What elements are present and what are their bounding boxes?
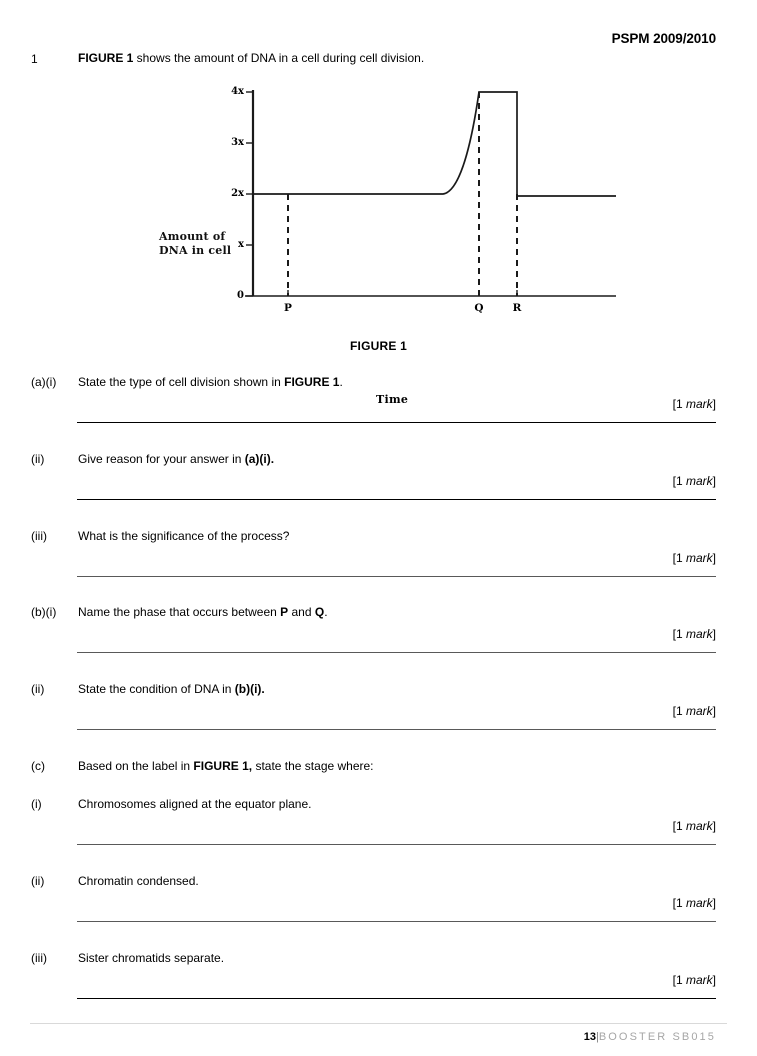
question-stem-rest: shows the amount of DNA in a cell during cell division. xyxy=(133,51,425,65)
mark-allocation-word: mark xyxy=(685,551,713,565)
question-item-label: (a)(i) xyxy=(31,375,57,389)
footer-page-number: 13 xyxy=(583,1031,596,1043)
mark-allocation xyxy=(673,627,716,641)
question-item-text-part: State the type of cell division shown in xyxy=(78,375,285,389)
answer-line[interactable] xyxy=(77,576,716,577)
question-item-text xyxy=(78,605,328,619)
mark-allocation-count: [1 xyxy=(672,973,686,987)
mark-allocation xyxy=(673,973,716,987)
question-item-label: (ii) xyxy=(31,874,45,888)
question-item-text-part: FIGURE 1 xyxy=(284,375,340,389)
chart-ylabel-x: x xyxy=(238,239,244,250)
question-item-text xyxy=(78,529,289,543)
mark-allocation-bracket: ] xyxy=(712,551,716,565)
mark-allocation-word: mark xyxy=(685,973,713,987)
question-item-text-part: Name the phase that occurs between xyxy=(78,605,281,619)
mark-allocation-word: mark xyxy=(685,627,713,641)
mark-allocation-word: mark xyxy=(685,819,713,833)
question-item-text-part: (b)(i). xyxy=(234,682,265,696)
chart-x-axis-label: Time xyxy=(376,393,409,406)
exam-header-code: PSPM 2009/2010 xyxy=(611,31,716,46)
mark-allocation-count: [1 xyxy=(672,704,686,718)
question-item-text-part: Q xyxy=(314,605,325,619)
question-item-text xyxy=(78,874,199,888)
mark-allocation-word: mark xyxy=(685,896,713,910)
question-item-text-part: Give reason for your answer in xyxy=(78,452,245,466)
answer-line[interactable] xyxy=(77,998,716,999)
mark-allocation-count: [1 xyxy=(672,397,686,411)
question-item-label: (iii) xyxy=(31,951,47,965)
question-stem-figure-ref: FIGURE 1 xyxy=(78,51,134,65)
mark-allocation-count: [1 xyxy=(672,474,686,488)
mark-allocation-bracket: ] xyxy=(712,627,716,641)
footer-book-title: BOOSTER SB015 xyxy=(598,1031,716,1043)
answer-line[interactable] xyxy=(77,422,716,423)
question-item-text-part: state the stage where: xyxy=(252,759,374,773)
chart-ylabel-4x: 4x xyxy=(231,86,244,97)
question-item-text xyxy=(78,452,274,466)
mark-allocation-count: [1 xyxy=(672,819,686,833)
mark-allocation-count: [1 xyxy=(672,551,686,565)
question-item-label: (iii) xyxy=(31,529,47,543)
mark-allocation-word: mark xyxy=(685,397,713,411)
mark-allocation-bracket: ] xyxy=(712,896,716,910)
mark-allocation-bracket: ] xyxy=(712,704,716,718)
footer-divider xyxy=(30,1023,727,1024)
question-item-text-part: . xyxy=(324,605,328,619)
mark-allocation-word: mark xyxy=(685,704,713,718)
mark-allocation xyxy=(673,896,716,910)
question-item-label: (ii) xyxy=(31,452,45,466)
chart-point-label-q: Q xyxy=(474,302,484,314)
question-item-text-part: . xyxy=(339,375,343,389)
mark-allocation xyxy=(673,397,716,411)
question-item-text-part: What is the significance of the process? xyxy=(78,529,290,543)
chart-point-label-r: R xyxy=(512,302,522,314)
question-item-label: (i) xyxy=(31,797,42,811)
mark-allocation xyxy=(673,474,716,488)
question-item-label: (c) xyxy=(31,759,45,773)
chart-ylabel-0: 0 xyxy=(237,290,244,301)
question-stem xyxy=(78,51,424,65)
mark-allocation-bracket: ] xyxy=(712,474,716,488)
mark-allocation-bracket: ] xyxy=(712,973,716,987)
question-item-text-part: Chromatin condensed. xyxy=(78,874,199,888)
chart-y-axis-label-line2: DNA in cell xyxy=(159,243,232,257)
question-item-text-part: and xyxy=(288,605,315,619)
answer-line[interactable] xyxy=(77,921,716,922)
mark-allocation-count: [1 xyxy=(672,896,686,910)
question-item-text-part: Chromosomes aligned at the equator plane. xyxy=(78,797,312,811)
mark-allocation-word: mark xyxy=(685,474,713,488)
question-item-text-part: (a)(i). xyxy=(244,452,275,466)
mark-allocation-count: [1 xyxy=(672,627,686,641)
footer xyxy=(584,1031,716,1043)
question-item-text-part: FIGURE 1, xyxy=(193,759,253,773)
question-number: 1 xyxy=(31,52,38,66)
figure-1-caption: FIGURE 1 xyxy=(350,339,407,353)
question-item-text-part: Sister chromatids separate. xyxy=(78,951,225,965)
footer-separator: | xyxy=(595,1031,599,1043)
chart-dna-curve xyxy=(253,92,616,196)
question-item-text xyxy=(78,951,224,965)
answer-line[interactable] xyxy=(77,844,716,845)
question-item-text xyxy=(78,375,343,389)
mark-allocation xyxy=(673,819,716,833)
chart-y-axis-label xyxy=(159,230,231,257)
question-item-text-part: Based on the label in xyxy=(78,759,194,773)
mark-allocation xyxy=(673,551,716,565)
answer-line[interactable] xyxy=(77,652,716,653)
question-item-label: (ii) xyxy=(31,682,45,696)
chart-y-axis-label-line1: Amount of xyxy=(159,230,226,243)
question-item-text-part: P xyxy=(280,605,289,619)
question-item-label: (b)(i) xyxy=(31,605,57,619)
answer-line[interactable] xyxy=(77,729,716,730)
question-item-text xyxy=(78,682,265,696)
mark-allocation-bracket: ] xyxy=(712,397,716,411)
chart-ylabel-2x: 2x xyxy=(231,188,244,199)
mark-allocation xyxy=(673,704,716,718)
question-item-text xyxy=(78,759,374,773)
answer-line[interactable] xyxy=(77,499,716,500)
chart-point-label-p: P xyxy=(284,302,292,314)
question-item-text xyxy=(78,797,311,811)
mark-allocation-bracket: ] xyxy=(712,819,716,833)
chart-ylabel-3x: 3x xyxy=(231,137,244,148)
question-item-text-part: State the condition of DNA in xyxy=(78,682,235,696)
